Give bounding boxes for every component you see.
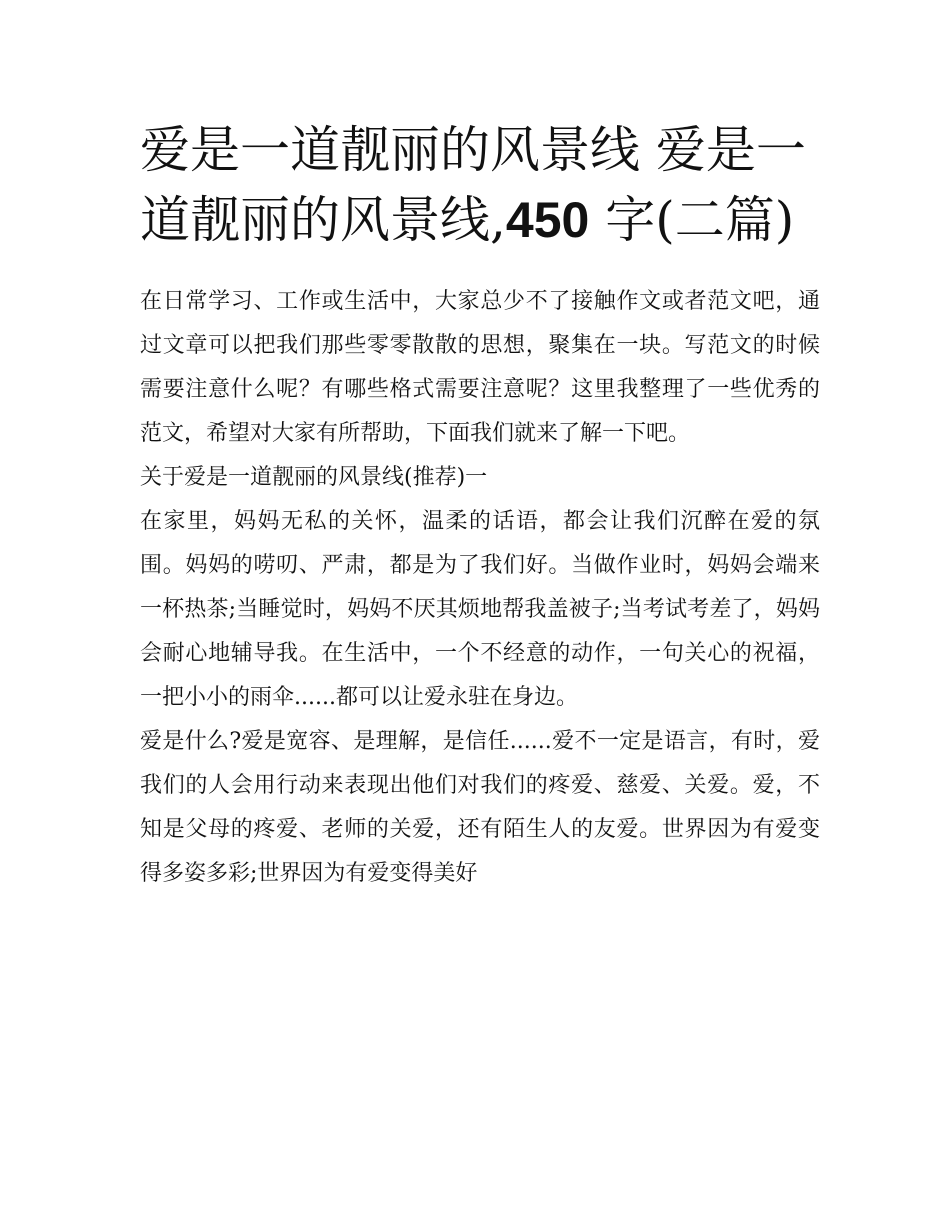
title-suffix: 字(二篇) [589, 191, 795, 249]
intro-paragraph: 在日常学习、工作或生活中，大家总少不了接触作文或者范文吧，通过文章可以把我们那些零零散散的思想，聚集在一块。写范文的时候需要注意什么呢？有哪些格式需要注意呢？这里我整理了一些优秀的范文，希望对大家有所帮助，下面我们就来了解一下吧。 [140, 289, 820, 446]
body-paragraph-1: 在家里，妈妈无私的关怀，温柔的话语，都会让我们沉醉在爱的氛围。妈妈的唠叨、严肃，都是为了我们好。当做作业时，妈妈会端来一杯热茶;当睡觉时，妈妈不厌其烦地帮我盖被子;当考试考差了，妈妈会耐心地辅导我。在生活中，一个不经意的动作，一句关心的祝福，一把小小的雨伞......都可以让爱永驻在身边。 [140, 509, 820, 710]
document-title [140, 115, 820, 255]
title-number: 450 [505, 192, 590, 248]
title-text: 爱是一道靓丽的风景线 爱是一道靓丽的风景线, [140, 121, 806, 249]
section-heading: 关于爱是一道靓丽的风景线(推荐)一 [140, 465, 488, 490]
document-body [140, 280, 820, 896]
body-paragraph-2: 爱是什么?爱是宽容、是理解，是信任......爱不一定是语言，有时，爱我们的人会用行动来表现出他们对我们的疼爱、慈爱、关爱。爱，不知是父母的疼爱、老师的关爱，还有陌生人的友爱。世界因为有爱变得多姿多彩;世界因为有爱变得美好 [140, 729, 820, 886]
